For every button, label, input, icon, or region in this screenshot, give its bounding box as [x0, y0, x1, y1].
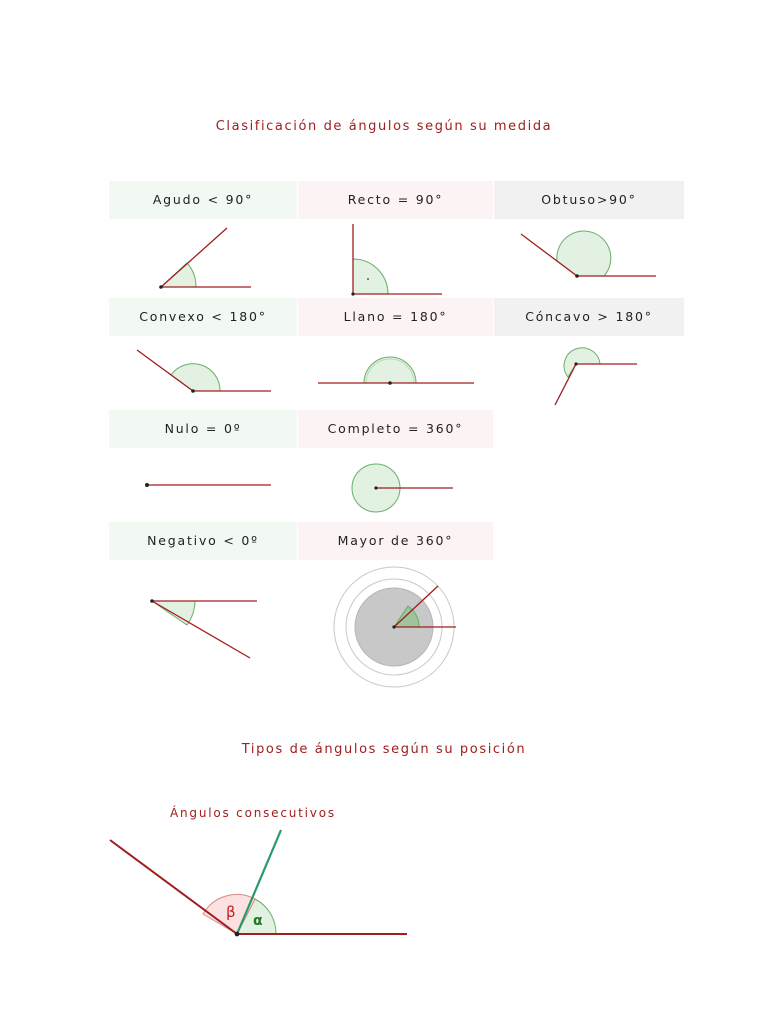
label-nulo: Nulo = 0º	[109, 410, 297, 448]
page-title: Clasificación de ángulos según su medida	[215, 119, 553, 134]
beta-label: β	[226, 903, 236, 921]
subtitle-consecutivos: Ángulos consecutivos	[170, 806, 336, 820]
label-obtuso: Obtuso>90°	[494, 181, 684, 219]
label-recto: Recto = 90°	[298, 181, 493, 219]
mayor-figure	[334, 567, 456, 687]
nulo-figure	[145, 483, 271, 487]
convexo-figure	[137, 350, 271, 393]
label-concavo: Cóncavo > 180°	[494, 298, 684, 336]
label-convexo: Convexo < 180°	[109, 298, 297, 336]
recto-figure	[351, 224, 442, 296]
label-agudo: Agudo < 90°	[109, 181, 297, 219]
label-mayor: Mayor de 360°	[298, 522, 493, 560]
label-llano: Llano = 180°	[298, 298, 493, 336]
label-completo: Completo = 360°	[298, 410, 493, 448]
negativo-figure	[150, 599, 257, 658]
concavo-figure	[555, 348, 637, 405]
obtuso-figure	[521, 231, 656, 278]
alpha-label: α	[253, 913, 263, 929]
llano-figure	[318, 357, 474, 385]
label-negativo: Negativo < 0º	[109, 522, 297, 560]
agudo-figure	[159, 228, 251, 289]
completo-figure	[352, 464, 453, 512]
consecutivos-figure	[110, 830, 407, 936]
section-title-posicion: Tipos de ángulos según su posición	[241, 742, 527, 757]
